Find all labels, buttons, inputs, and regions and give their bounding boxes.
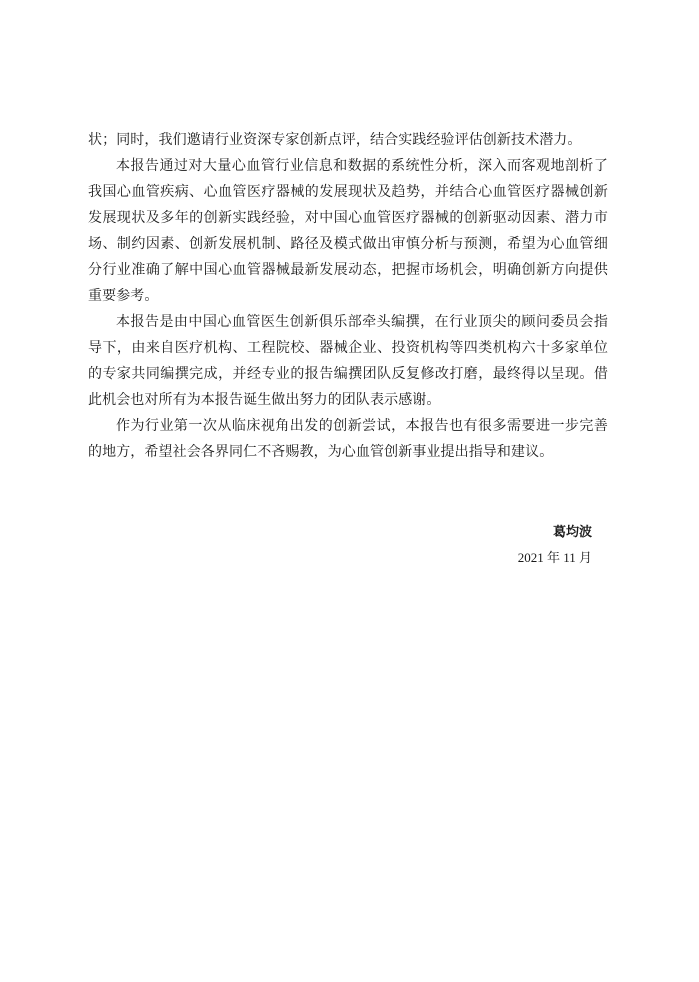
body-text	[88, 127, 608, 465]
paragraph-continued: 状；同时，我们邀请行业资深专家创新点评，结合实践经验评估创新技术潜力。	[88, 132, 582, 148]
paragraph-closing: 作为行业第一次从临床视角出发的创新尝试，本报告也有很多需要进一步完善的地方，希望社会各界同仁不吝赐教，为心血管创新事业提出指导和建议。	[88, 418, 608, 460]
author-name: 葛均波	[552, 525, 592, 540]
signature-date: 2021 年 11 月	[517, 550, 592, 565]
signature-block	[518, 520, 592, 570]
paragraph-report-authorship: 本报告是由中国心血管医生创新俱乐部牵头编撰，在行业顶尖的顾问委员会指导下，由来自医疗机构、工程院校、器械企业、投资机构等四类机构六十多家单位的专家共同编撰完成，并经专业的报告编撰团队反复修改打磨，最终得以呈现。借此机会也对所有为本报告诞生做出努力的团队表示感谢。	[88, 314, 608, 408]
paragraph-report-analysis: 本报告通过对大量心血管行业信息和数据的系统性分析，深入而客观地剖析了我国心血管疾病、心血管医疗器械的发展现状及趋势，并结合心血管医疗器械创新发展现状及多年的创新实践经验，对中国心血管医疗器械的创新驱动因素、潜力市场、制约因素、创新发展机制、路径及模式做出审慎分析与预测，希望为心血管细分行业准确了解中国心血管器械最新发展动态，把握市场机会，明确创新方向提供重要参考。	[88, 158, 608, 304]
